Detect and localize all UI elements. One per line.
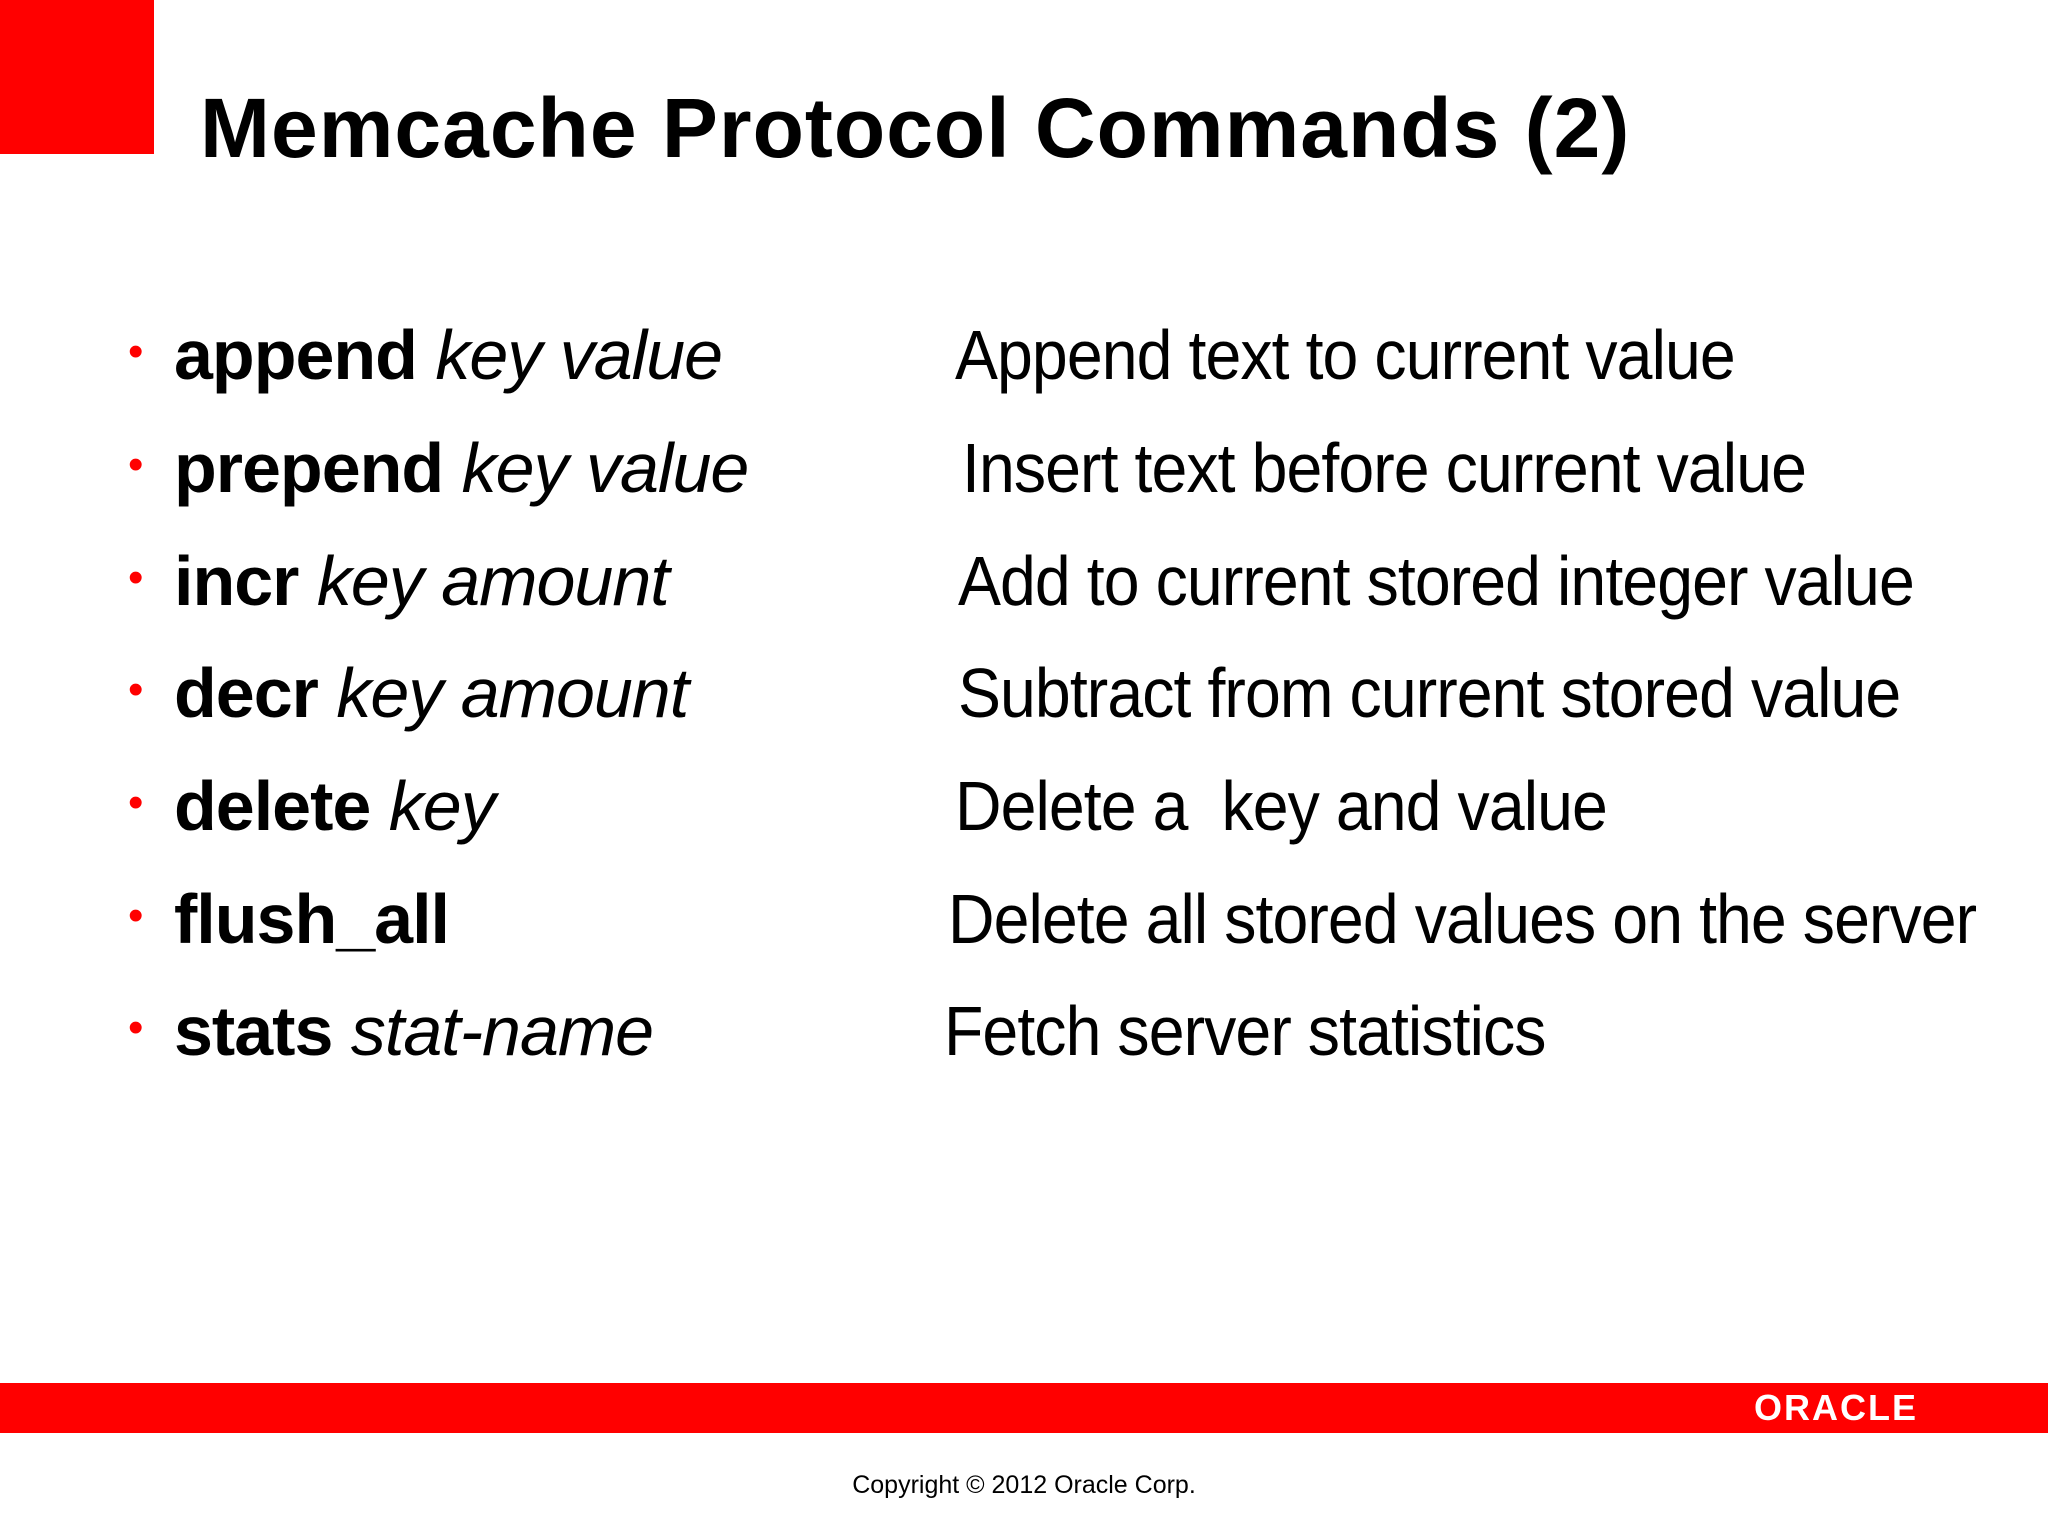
command-description: Fetch server statistics — [944, 992, 1546, 1070]
slide-title: Memcache Protocol Commands (2) — [200, 81, 1631, 175]
oracle-logo: ORACLE — [1754, 1387, 1918, 1428]
bullet-icon: • — [128, 440, 144, 489]
command-name: flush_all — [174, 880, 449, 958]
command-name: incr — [174, 542, 299, 620]
command-row-flush-all — [0, 864, 2048, 974]
bullet-icon: • — [128, 327, 144, 376]
command-syntax — [174, 300, 722, 410]
bullet-icon: • — [128, 553, 144, 602]
command-syntax — [174, 526, 669, 636]
command-name: delete — [174, 767, 371, 845]
command-description: Delete all stored values on the server — [948, 880, 1977, 958]
command-description: Add to current stored integer value — [958, 542, 1914, 620]
command-description: Subtract from current stored value — [958, 654, 1901, 732]
command-args: key — [388, 767, 495, 845]
command-row-decr — [0, 638, 2048, 748]
command-row-append — [0, 300, 2048, 410]
command-description: Append text to current value — [955, 316, 1735, 394]
command-row-delete — [0, 751, 2048, 861]
command-row-incr — [0, 526, 2048, 636]
command-description: Insert text before current value — [962, 429, 1806, 507]
command-args: key value — [435, 316, 723, 394]
command-syntax — [174, 751, 495, 861]
bullet-icon: • — [128, 778, 144, 827]
command-args: key value — [461, 429, 749, 507]
bullet-icon: • — [128, 1003, 144, 1052]
command-name: decr — [174, 654, 318, 732]
command-row-stats — [0, 976, 2048, 1086]
command-description: Delete a key and value — [955, 767, 1607, 845]
command-row-prepend — [0, 413, 2048, 523]
command-syntax — [174, 413, 748, 523]
command-syntax — [174, 864, 449, 974]
copyright-notice: Copyright © 2012 Oracle Corp. — [852, 1471, 1196, 1499]
command-args: stat-name — [350, 992, 654, 1070]
bullet-icon: • — [128, 665, 144, 714]
command-name: stats — [174, 992, 333, 1070]
bullet-icon: • — [128, 891, 144, 940]
command-args: key amount — [336, 654, 689, 732]
command-args: key amount — [316, 542, 669, 620]
command-name: prepend — [174, 429, 444, 507]
command-syntax — [174, 638, 688, 748]
footer-bar — [0, 1383, 2048, 1433]
command-syntax — [174, 976, 653, 1086]
command-name: append — [174, 316, 417, 394]
